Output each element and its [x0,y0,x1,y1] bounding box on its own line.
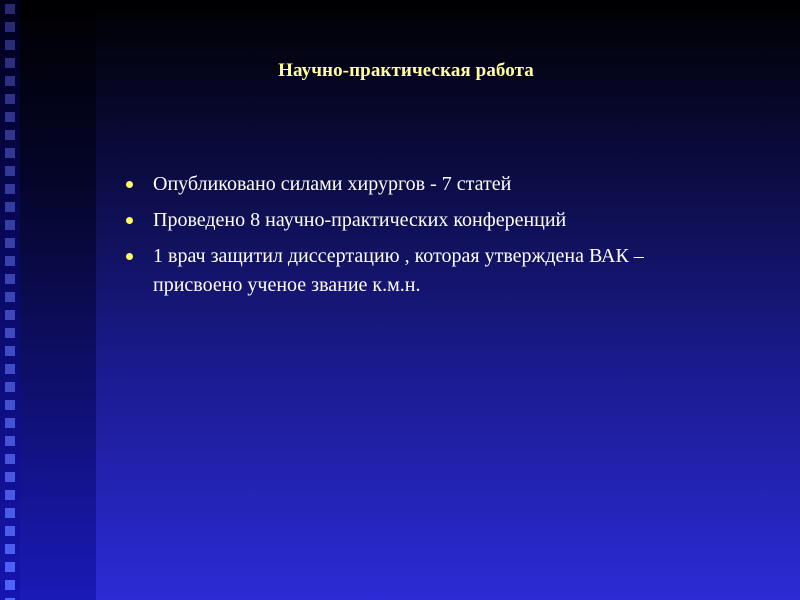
film-strip-square [5,400,15,410]
film-strip-square [5,454,15,464]
slide-title: Научно-практическая работа [278,60,534,81]
film-strip-square [5,310,15,320]
film-strip-square [5,148,15,158]
film-strip-square [5,238,15,248]
film-strip-square [5,580,15,590]
film-strip-square [5,112,15,122]
film-strip-square [5,94,15,104]
bullet-item [126,206,696,235]
film-strip-square [5,508,15,518]
film-strip-square [5,184,15,194]
film-strip-square [5,58,15,68]
film-strip-square [5,292,15,302]
film-strip-decoration [0,0,20,600]
film-strip-square [5,40,15,50]
film-strip-square [5,562,15,572]
bullet-dot-icon [126,181,133,188]
film-strip-square [5,364,15,374]
left-panel [20,0,96,600]
film-strip-square [5,436,15,446]
film-strip-square [5,490,15,500]
bullet-item [126,170,696,199]
film-strip-square [5,274,15,284]
film-strip-square [5,202,15,212]
film-strip-square [5,130,15,140]
film-strip-square [5,220,15,230]
film-strip-square [5,544,15,554]
film-strip-square [5,472,15,482]
slide-content [96,0,800,600]
film-strip-square [5,328,15,338]
bullet-item [126,242,696,300]
bullet-text: 1 врач защитил диссертацию , которая утверждена ВАК – присвоено ученое звание к.м.н. [153,245,644,296]
film-strip-square [5,256,15,266]
film-strip-square [5,526,15,536]
bullet-list [126,170,696,307]
film-strip-square [5,418,15,428]
film-strip-graphic [0,0,20,600]
film-strip-square [5,166,15,176]
film-strip-square [5,22,15,32]
bullet-text: Проведено 8 научно-практических конференций [153,209,567,231]
film-strip-square [5,346,15,356]
bullet-dot-icon [126,253,133,260]
bullet-text: Опубликовано силами хирургов - 7 статей [153,173,512,195]
film-strip-square [5,382,15,392]
film-strip-square [5,76,15,86]
film-strip-square [5,4,15,14]
bullet-dot-icon [126,217,133,224]
